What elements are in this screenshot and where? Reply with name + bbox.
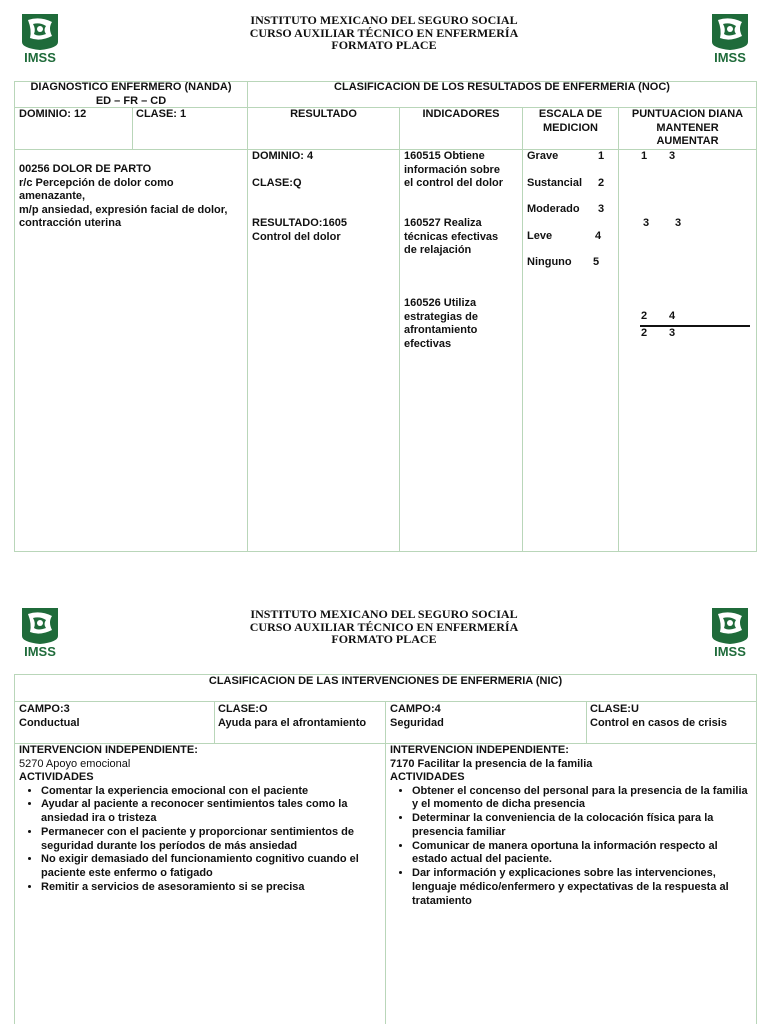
header-line2: CURSO AUXILIAR TÉCNICO EN ENFERMERÍA	[249, 25, 519, 40]
intervencion-value: 7170 Facilitar la presencia de la familia	[390, 757, 593, 770]
list-item: • Permanecer con el paciente y proporcionar sentimientos de seguridad durante los períodos de más ansiedad	[41, 826, 381, 854]
col-resultado: RESULTADO	[290, 108, 357, 120]
intervencion-value: 5270 Apoyo emocional	[19, 757, 131, 770]
puntuacion-diana: 2	[641, 327, 648, 339]
escala-value: 2	[598, 177, 605, 189]
intervencion-right	[390, 744, 752, 909]
actividades-label: ACTIVIDADES	[390, 771, 465, 783]
col-indicadores: INDICADORES	[422, 108, 500, 120]
header-line3: FORMATO PLACE	[331, 632, 437, 646]
svg-text:IMSS: IMSS	[714, 50, 746, 64]
puntuacion-diana: 3	[643, 217, 650, 229]
escala-label: Moderado	[527, 203, 580, 215]
diagnostico-header: DIAGNOSTICO ENFERMERO (NANDA) ED – FR – CD	[30, 81, 232, 107]
col-puntuacion: PUNTUACION DIANA MANTENER AUMENTAR	[631, 108, 744, 147]
intervencion-label: INTERVENCION INDEPENDIENTE:	[19, 744, 198, 756]
clase-value: Ayuda para el afrontamiento	[218, 717, 367, 729]
intervencion-label: INTERVENCION INDEPENDIENTE:	[390, 744, 569, 756]
resultado-codigo: RESULTADO:1605	[252, 217, 347, 229]
noc-header: CLASIFICACION DE LOS RESULTADOS DE ENFERMERIA (NOC)	[334, 81, 670, 93]
puntuacion-aumentar: 3	[675, 217, 682, 229]
header-line2: CURSO AUXILIAR TÉCNICO EN ENFERMERÍA	[249, 619, 519, 634]
escala-value: 5	[593, 256, 600, 268]
imss-logo-text: IMSS	[24, 50, 56, 64]
intervencion-left	[19, 744, 381, 895]
escala-value: 1	[598, 150, 605, 162]
escala-label: Leve	[527, 230, 553, 242]
actividades-list	[19, 785, 381, 895]
escala-value: 3	[598, 203, 605, 215]
campo-label: CAMPO:4	[390, 703, 441, 715]
header-line1: INSTITUTO MEXICANO DEL SEGURO SOCIAL	[250, 13, 518, 27]
svg-text:IMSS: IMSS	[714, 644, 746, 658]
list-item: • No exigir demasiado del funcionamiento cognitivo cuando el paciente este enfermo o fatigado	[41, 853, 381, 881]
list-item: • Obtener el concenso del personal para la presencia de la familia y el momento de dicha presencia	[412, 785, 752, 813]
list-item: • Comentar la experiencia emocional con el paciente	[41, 785, 381, 799]
indicador-item: 160515 Obtiene información sobre el control del dolor	[404, 150, 504, 189]
page2-header	[0, 608, 768, 646]
escala-label: Grave	[527, 150, 559, 162]
clase-label: CLASE:O	[218, 703, 268, 715]
escala-label: Sustancial	[527, 177, 583, 189]
puntuacion-diana: 1	[641, 150, 648, 162]
actividades-label: ACTIVIDADES	[19, 771, 94, 783]
puntuacion-diana: 2	[641, 310, 648, 322]
campo-label: CAMPO:3	[19, 703, 70, 715]
svg-text:IMSS: IMSS	[24, 644, 56, 658]
escala-value: 4	[595, 230, 602, 242]
fraction-line	[640, 325, 750, 327]
campo-value: Conductual	[19, 717, 80, 729]
nic-header: CLASIFICACION DE LAS INTERVENCIONES DE ENFERMERIA (NIC)	[208, 675, 563, 687]
diagnosis-text: 00256 DOLOR DE PARTO r/c Percepción de dolor como amenazante, m/p ansiedad, expresión facial de dolor, contracción uterina	[19, 163, 228, 229]
campo-value: Seguridad	[390, 717, 444, 729]
puntuacion-aumentar: 4	[669, 310, 676, 322]
col-escala: ESCALA DE MEDICION	[538, 108, 603, 134]
clase-value: Control en casos de crisis	[590, 717, 727, 729]
clase-label: CLASE: 1	[136, 108, 187, 120]
dominio-label: DOMINIO: 12	[19, 108, 87, 120]
resultado-dominio: DOMINIO: 4	[252, 150, 314, 162]
list-item: • Remitir a servicios de asesoramiento si se precisa	[41, 881, 381, 895]
list-item: • Determinar la conveniencia de la colocación física para la presencia familiar	[412, 812, 752, 840]
list-item: • Comunicar de manera oportuna la información respecto al estado actual del paciente.	[412, 840, 752, 868]
page1-header	[0, 14, 768, 52]
escala-label: Ninguno	[527, 256, 572, 268]
resultado-clase: CLASE:Q	[252, 177, 302, 189]
actividades-list	[390, 785, 752, 909]
indicador-item: 160526 Utiliza estrategias de afrontamiento efectivas	[404, 297, 478, 350]
header-line1: INSTITUTO MEXICANO DEL SEGURO SOCIAL	[250, 607, 518, 621]
puntuacion-aumentar: 3	[669, 150, 676, 162]
list-item: • Dar información y explicaciones sobre las intervenciones, lenguaje médico/enfermero y expectativas de la respuesta al tratamiento	[412, 867, 752, 908]
list-item: • Ayudar al paciente a reconocer sentimientos tales como la ansiedad ira o tristeza	[41, 798, 381, 826]
resultado-nombre: Control del dolor	[252, 231, 341, 243]
indicador-item: 160527 Realiza técnicas efectivas de relajación	[404, 217, 499, 256]
clase-label: CLASE:U	[590, 703, 639, 715]
header-line3: FORMATO PLACE	[331, 38, 437, 52]
puntuacion-aumentar: 3	[669, 327, 676, 339]
